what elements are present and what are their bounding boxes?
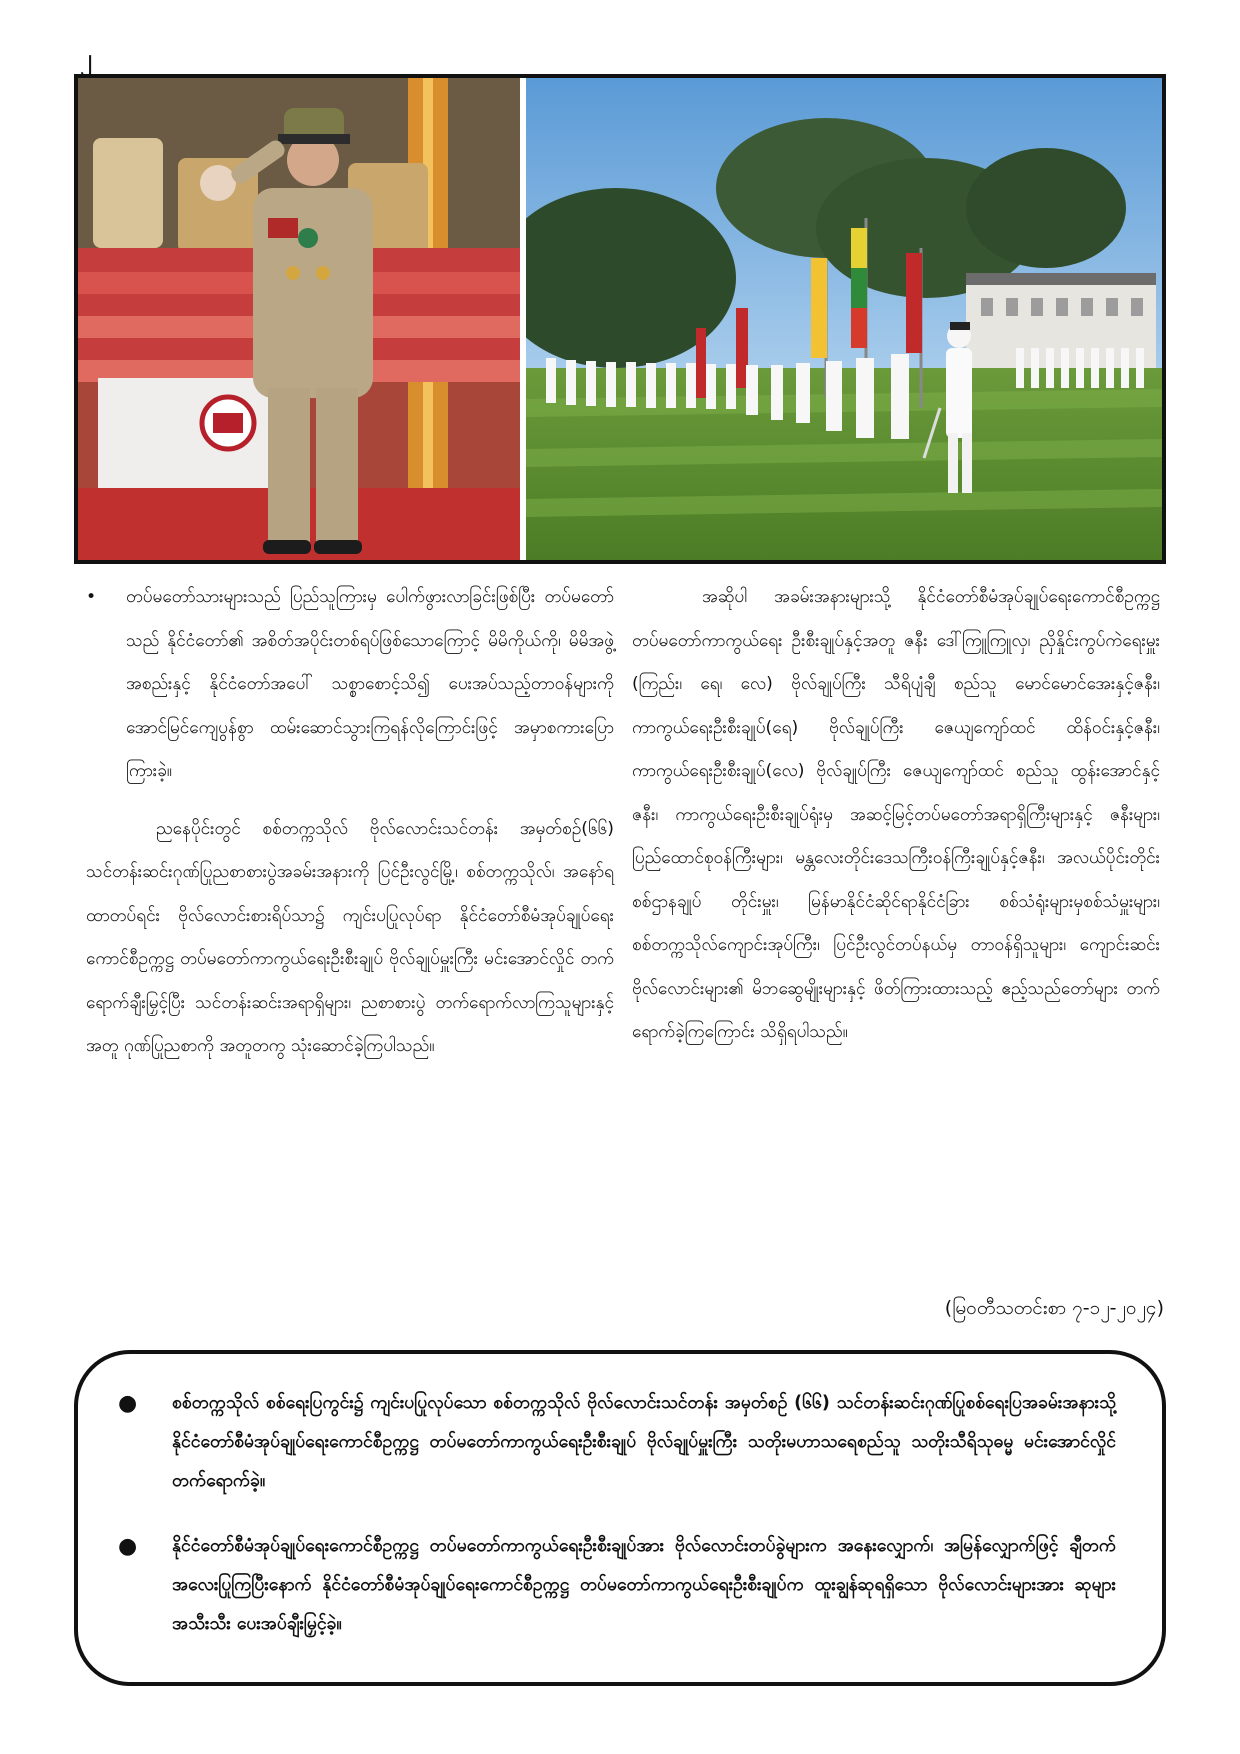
- bullet-marker: ●: [118, 1534, 138, 1559]
- page-number: ၂: [80, 45, 92, 72]
- bullet-marker: •: [86, 587, 97, 607]
- source-citation: (မြဝတီသတင်းစာ ၇-၁၂-၂၀၂၄): [944, 1297, 1164, 1319]
- left-bullet-paragraph: [86, 576, 614, 794]
- summary-item-text: စစ်တက္ကသိုလ် စစ်ရေးပြကွင်း၌ ကျင်းပပြုလုပ်သော စစ်တက္ကသိုလ် ဗိုလ်လောင်းသင်တန်း အမှတ်စဉ် (၆၆) သင်တန်းဆင်းဂုဏ်ပြုစစ်ရေးပြအခမ်းအနားသို့ နိုင်ငံတော်စီမံအုပ်ချုပ်ရေးကောင်စီဥက္ကဋ္ဌ တပ်မတော်ကာကွယ်ရေးဦးစီးချုပ် ဗိုလ်ချုပ်မှူးကြီး သတိုးမဟာသရေစည်သူ သတိုးသီရိသုဓမ္မ မင်းအောင်လှိုင် တက်ရောက်ခဲ့။: [172, 1393, 1116, 1491]
- left-paragraph-1: တပ်မတော်သားများသည် ပြည်သူကြားမှ ပေါက်ဖွားလာခြင်းဖြစ်ပြီး တပ်မတော်သည် နိုင်ငံတော်၏ အစိတ်အပိုင်းတစ်ရပ်ဖြစ်သောကြောင့် မိမိကိုယ်ကို၊ မိမိအဖွဲ့အစည်းနှင့် နိုင်ငံတော်အပေါ် သစ္စာစောင့်သိ၍ ပေးအပ်သည့်တာဝန်များကို အောင်မြင်ကျေပွန်စွာ ထမ်းဆောင်သွားကြရန်လိုကြောင်းဖြင့် အမှာစကားပြောကြားခဲ့။: [126, 587, 614, 781]
- photo-frame: [74, 74, 1166, 564]
- left-column: [86, 576, 614, 1083]
- saluting-officer-photo: [78, 78, 520, 560]
- right-paragraph-1: အဆိုပါ အခမ်းအနားများသို့ နိုင်ငံတော်စီမံအုပ်ချုပ်ရေးကောင်စီဥက္ကဋ္ဌ တပ်မတော်ကာကွယ်ရေး ဦးစီးချုပ်နှင့်အတူ ဇနီး ဒေါ်ကြူကြူလှ၊ ညှိနှိုင်းကွပ်ကဲရေးမှူး (ကြည်း၊ ရေ၊ လေ) ဗိုလ်ချုပ်ကြီး သီရိပျံချီ စည်သူ မောင်မောင်အေးနှင့်ဇနီး၊ ကာကွယ်ရေးဦးစီးချုပ်(ရေ) ဗိုလ်ချုပ်ကြီး ဇေယျကျော်ထင် ထိန်ဝင်းနှင့်ဇနီး၊ ကာကွယ်ရေးဦးစီးချုပ်(လေ) ဗိုလ်ချုပ်ကြီး ဇေယျကျော်ထင် စည်သူ ထွန်းအောင်နှင့်ဇနီး၊ ကာကွယ်ရေးဦးစီးချုပ်ရုံးမှ အဆင့်မြင့်တပ်မတော်အရာရှိကြီးများနှင့် ဇနီးများ၊ ပြည်ထောင်စုဝန်ကြီးများ၊ မန္တလေးတိုင်းဒေသကြီးဝန်ကြီးချုပ်နှင့်ဇနီး၊ အလယ်ပိုင်းတိုင်းစစ်ဌာနချုပ် တိုင်းမှူး၊ မြန်မာနိုင်ငံဆိုင်ရာနိုင်ငံခြား စစ်သံရုံးများမှစစ်သံမှူးများ၊ စစ်တက္ကသိုလ်ကျောင်းအုပ်ကြီး၊ ပြင်ဦးလွင်တပ်နယ်မှ တာဝန်ရှိသူများ၊ ကျောင်းဆင်းဗိုလ်လောင်းများ၏ မိဘဆွေမျိုးများနှင့် ဖိတ်ကြားထားသည့် ဧည့်သည်တော်များ တက်ရောက်ခဲ့ကြကြောင်း သိရှိရပါသည်။: [632, 587, 1160, 1042]
- cadet-parade-photo: [526, 78, 1162, 560]
- left-paragraph-2: ညနေပိုင်းတွင် စစ်တက္ကသိုလ် ဗိုလ်လောင်းသင်တန်း အမှတ်စဉ်(၆၆) သင်တန်းဆင်းဂုဏ်ပြုညစာစားပွဲအခမ်းအနားကို ပြင်ဦးလွင်မြို့၊ စစ်တက္ကသိုလ်၊ အနော်ရထာတပ်ရင်း ဗိုလ်လောင်းစားရိပ်သာ၌ ကျင်းပပြုလုပ်ရာ နိုင်ငံတော်စီမံအုပ်ချုပ်ရေးကောင်စီဥက္ကဋ္ဌ တပ်မတော်ကာကွယ်ရေးဦးစီးချုပ် ဗိုလ်ချုပ်မှူးကြီး မင်းအောင်လှိုင် တက်ရောက်ချီးမြှင့်ပြီး သင်တန်းဆင်းအရာရှိများ၊ ညစာစားပွဲ တက်ရောက်လာကြသူများနှင့် အတူ ဂုဏ်ပြုညစာကို အတူတကွ သုံးဆောင်ခဲ့ကြပါသည်။: [86, 818, 614, 1056]
- summary-item: [118, 1527, 1116, 1644]
- bullet-marker: ●: [118, 1391, 138, 1416]
- summary-box: [74, 1350, 1166, 1686]
- summary-item: [118, 1384, 1116, 1501]
- summary-item-text: နိုင်ငံတော်စီမံအုပ်ချုပ်ရေးကောင်စီဥက္ကဋ္ဌ တပ်မတော်ကာကွယ်ရေးဦးစီးချုပ်အား ဗိုလ်လောင်းတပ်ခွဲများက အနေးလျှောက်၊ အမြန်လျှောက်ဖြင့် ချီတက်အလေးပြုကြပြီးနောက် နိုင်ငံတော်စီမံအုပ်ချုပ်ရေးကောင်စီဥက္ကဋ္ဌ တပ်မတော်ကာကွယ်ရေးဦးစီးချုပ်က ထူးချွန်ဆုရရှိသော ဗိုလ်လောင်းများအား ဆုများ အသီးသီး ပေးအပ်ချီးမြှင့်ခဲ့။: [172, 1536, 1116, 1634]
- right-column: [632, 576, 1160, 1069]
